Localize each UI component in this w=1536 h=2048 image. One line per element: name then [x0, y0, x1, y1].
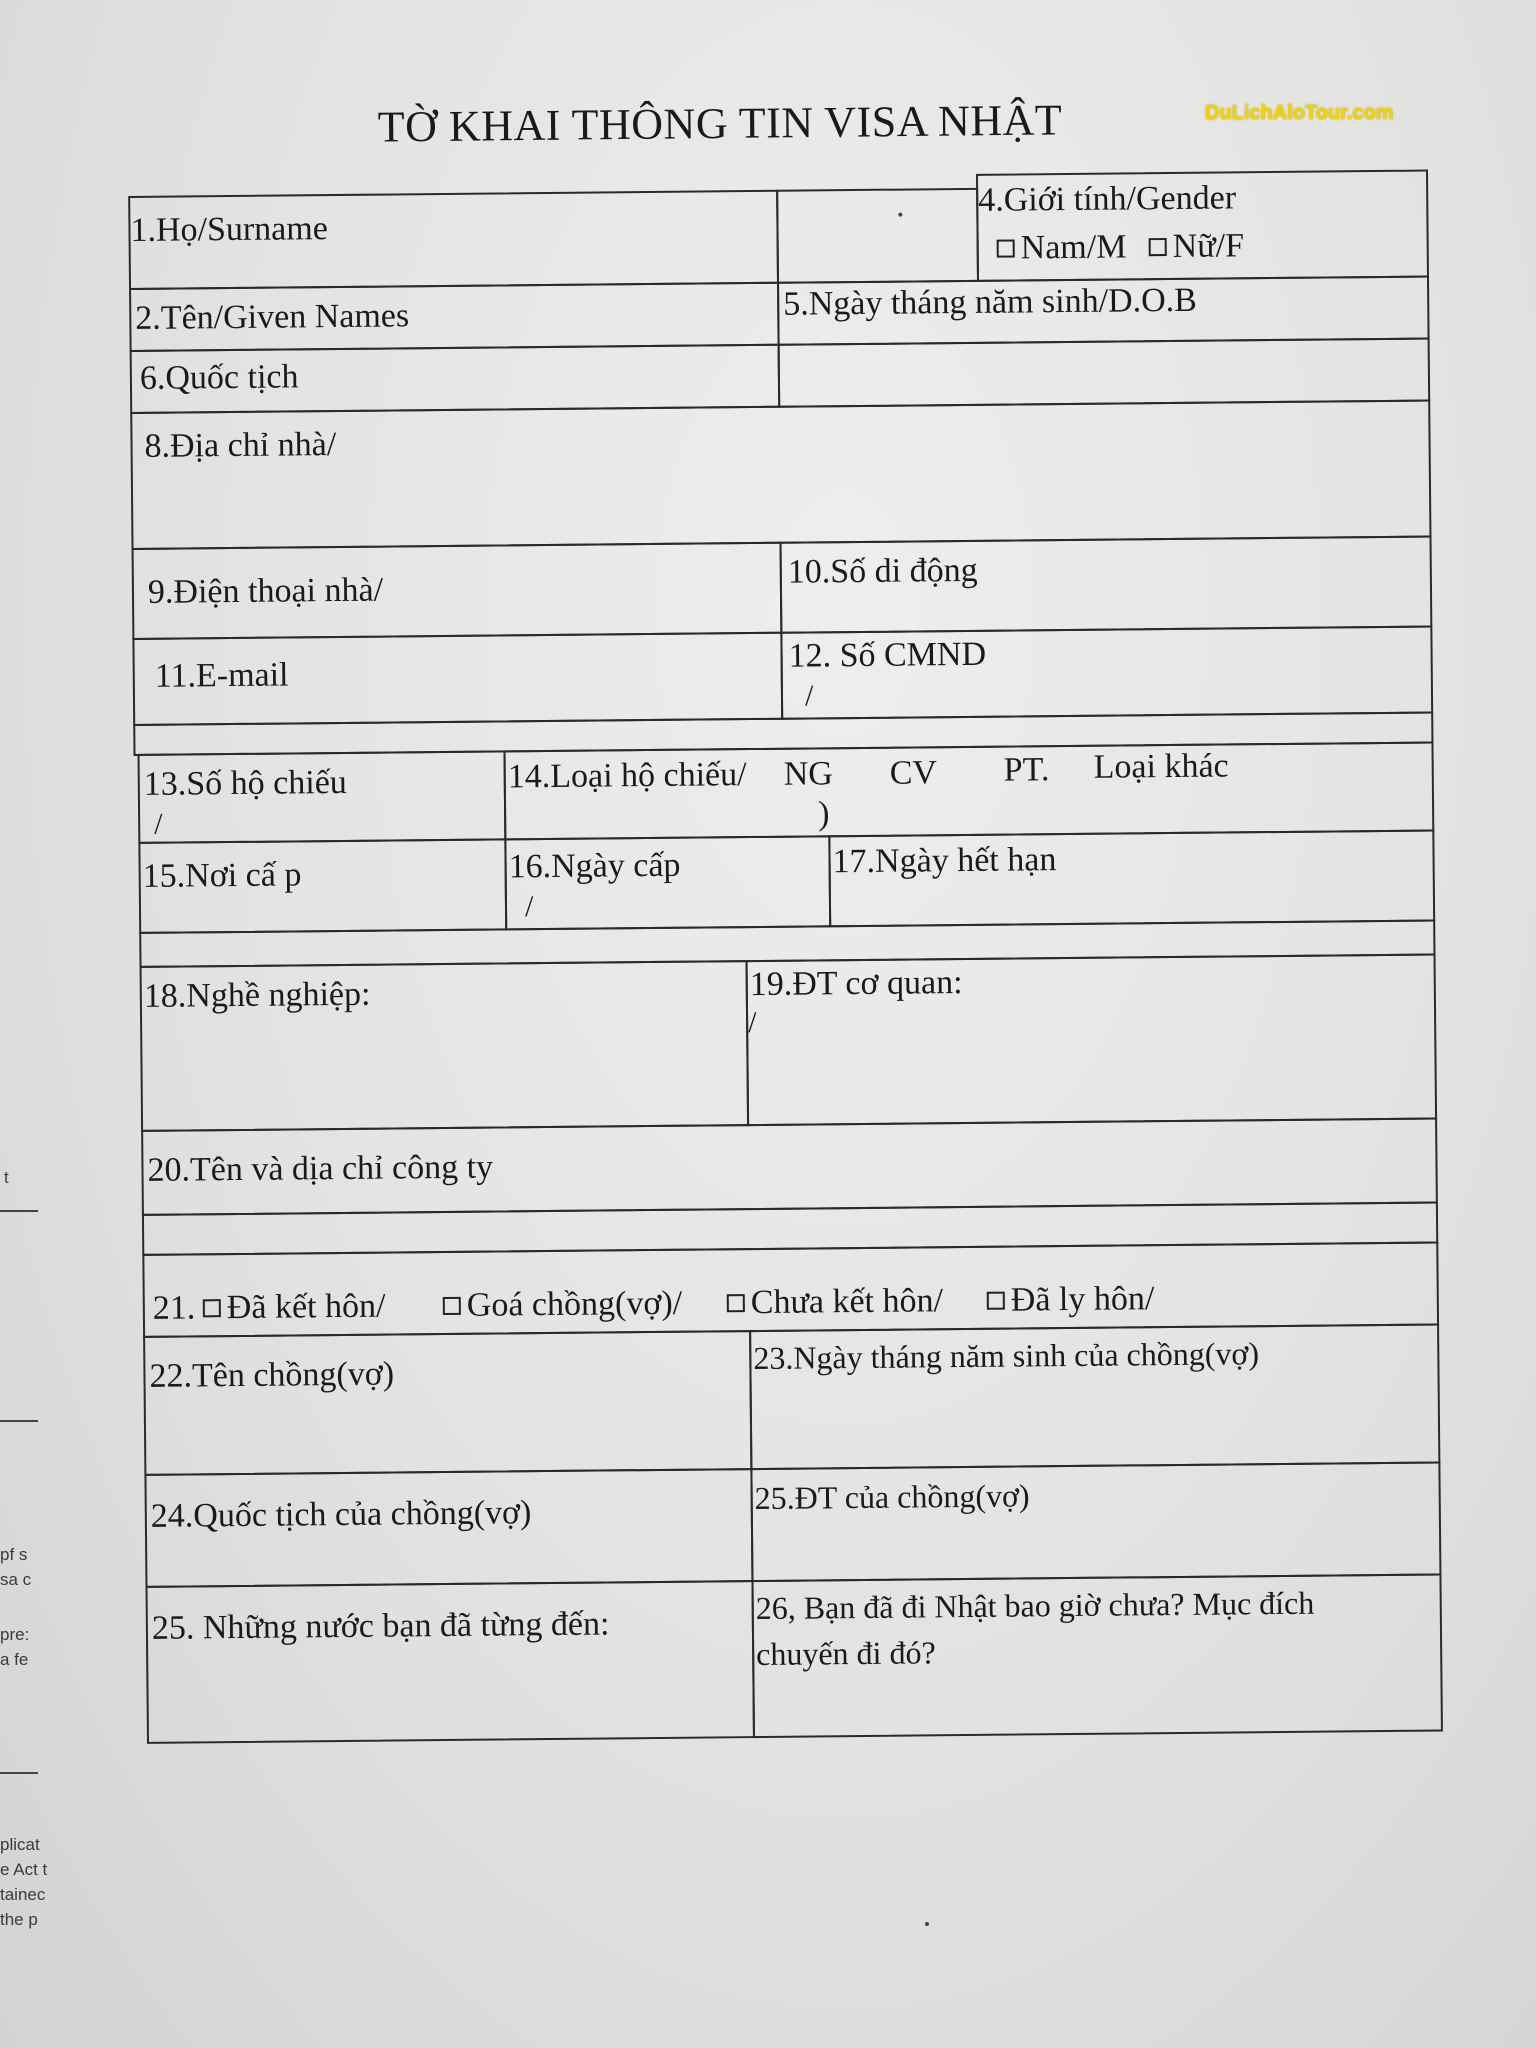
id-number-cell[interactable] [780, 626, 1433, 720]
passport-type-cell [503, 741, 1434, 840]
slash-mark: / [524, 890, 534, 924]
gender-cell [976, 170, 1429, 282]
spouse-name-cell[interactable] [143, 1330, 752, 1476]
mobile-cell[interactable] [780, 536, 1433, 634]
back-text: plicat [0, 1835, 40, 1854]
marital-widowed-label: Goá chồng(vợ)/ [466, 1284, 683, 1324]
checkbox-icon[interactable] [997, 240, 1015, 258]
marital-single-label: Chưa kết hôn/ [750, 1282, 944, 1322]
passport-number-label: 13.Số hộ chiếu [143, 763, 348, 803]
occupation-label: 18.Nghề nghiệp: [143, 975, 371, 1015]
email-cell[interactable] [132, 632, 783, 726]
passport-type-cv[interactable]: CV [889, 754, 938, 792]
given-names-cell[interactable] [129, 282, 780, 352]
passport-type-ng[interactable]: NG [783, 755, 834, 793]
japan-visit-label-line1: 26, Bạn đã đi Nhật bao giờ chưa? Mục đích [755, 1584, 1315, 1627]
spouse-nationality-cell[interactable] [144, 1468, 753, 1588]
nationality-cell[interactable] [130, 344, 781, 414]
id-number-label: 12. Số CMND [788, 635, 987, 675]
back-text: pre: [0, 1625, 30, 1644]
back-text: e Act t [0, 1860, 48, 1879]
surname-cell[interactable] [128, 190, 779, 290]
gender-male-label: Nam/M [1020, 228, 1127, 267]
spouse-phone-label: 25.ĐT của chồng(vợ) [754, 1477, 1030, 1517]
paren-mark: ) [817, 795, 830, 833]
checkbox-icon[interactable] [203, 1299, 221, 1317]
spouse-nationality-label: 24.Quốc tịch của chồng(vợ) [150, 1494, 532, 1535]
home-phone-label: 9.Điện thoại nhà/ [147, 571, 384, 611]
work-phone-label: 19.ĐT cơ quan: [749, 964, 963, 1004]
slash-mark: / [747, 1006, 757, 1040]
given-names-label: 2.Tên/Given Names [135, 297, 410, 337]
watermark: DuLichAloTour.com [1205, 102, 1394, 124]
passport-type-other[interactable]: Loại khác [1093, 747, 1229, 786]
marital-married-option[interactable] [203, 1288, 386, 1328]
rule-line [0, 1772, 38, 1774]
passport-number-cell[interactable] [138, 750, 507, 844]
company-label: 20.Tên và dịa chỉ công ty [147, 1148, 494, 1189]
gender-label: 4.Giới tính/Gender [978, 179, 1237, 219]
japan-visit-cell[interactable] [751, 1573, 1442, 1738]
gender-female-option[interactable] [1149, 227, 1245, 266]
spouse-dob-label: 23.Ngày tháng năm sinh của chồng(vợ) [753, 1335, 1260, 1377]
surname-label: 1.Họ/Surname [130, 210, 329, 249]
countries-visited-label: 25. Những nước bạn đã từng đến: [151, 1605, 610, 1647]
passport-type-pt[interactable]: PT. [1003, 751, 1050, 789]
marital-single-option[interactable] [727, 1282, 944, 1322]
stray-mark: t [4, 1168, 9, 1187]
form-title: TỜ KHAI THÔNG TIN VISA NHẬT [377, 95, 1063, 152]
marital-married-label: Đã kết hôn/ [226, 1287, 386, 1327]
checkbox-icon[interactable] [727, 1294, 745, 1312]
nationality-value-cell[interactable] [778, 338, 1431, 408]
marital-divorced-option[interactable] [987, 1280, 1155, 1320]
slash-mark: / [804, 679, 814, 713]
gender-male-option[interactable] [997, 228, 1127, 267]
issue-date-cell[interactable] [504, 835, 831, 930]
dob-cell[interactable] [777, 276, 1430, 346]
work-phone-cell[interactable] [746, 953, 1438, 1126]
occupation-cell[interactable] [140, 960, 750, 1132]
issue-date-label: 16.Ngày cấp [508, 846, 681, 886]
mobile-label: 10.Số di động [787, 551, 978, 591]
marital-widowed-option[interactable] [443, 1285, 683, 1325]
back-text: tainec [0, 1885, 46, 1904]
spouse-dob-cell[interactable] [749, 1323, 1440, 1470]
spouse-phone-cell[interactable] [750, 1461, 1441, 1582]
back-text: sa c [0, 1570, 32, 1589]
back-text: a fe [0, 1650, 29, 1669]
checkbox-icon[interactable] [443, 1297, 461, 1315]
speck-mark [925, 1922, 929, 1926]
visa-form [128, 168, 1443, 1785]
expiry-date-cell[interactable] [828, 829, 1435, 927]
gender-female-label: Nữ/F [1172, 227, 1245, 265]
underlying-sheet [0, 1168, 60, 1950]
home-phone-cell[interactable] [132, 542, 783, 640]
passport-type-label: 14.Loại hộ chiếu/ [507, 756, 747, 796]
countries-visited-cell[interactable] [145, 1580, 754, 1744]
marital-number: 21. [152, 1289, 196, 1327]
rule-line [0, 1420, 38, 1422]
address-cell[interactable] [130, 400, 1431, 550]
issue-place-cell[interactable] [138, 838, 507, 934]
checkbox-icon[interactable] [1149, 238, 1167, 256]
japan-visit-label-line2: chuyến đi đó? [756, 1634, 936, 1673]
marital-divorced-label: Đã ly hôn/ [1010, 1280, 1155, 1319]
expiry-date-label: 17.Ngày hết hạn [832, 841, 1057, 881]
dob-label: 5.Ngày tháng năm sinh/D.O.B [783, 281, 1198, 323]
checkbox-icon[interactable] [987, 1292, 1005, 1310]
nationality-label: 6.Quốc tịch [139, 358, 299, 397]
email-label: 11.E-mail [154, 656, 289, 695]
issue-place-label: 15.Nơi cấ p [142, 856, 302, 895]
surname-extra-cell[interactable] [776, 188, 979, 284]
marital-status-cell [142, 1241, 1439, 1337]
back-text: pf s [0, 1545, 28, 1564]
address-label: 8.Địa chỉ nhà/ [144, 426, 337, 465]
spouse-name-label: 22.Tên chồng(vợ) [149, 1355, 395, 1395]
slash-mark: / [154, 807, 163, 841]
company-cell[interactable] [141, 1117, 1438, 1215]
back-text: the p [0, 1910, 38, 1929]
speck-mark [898, 213, 902, 217]
rule-line [0, 1210, 38, 1212]
